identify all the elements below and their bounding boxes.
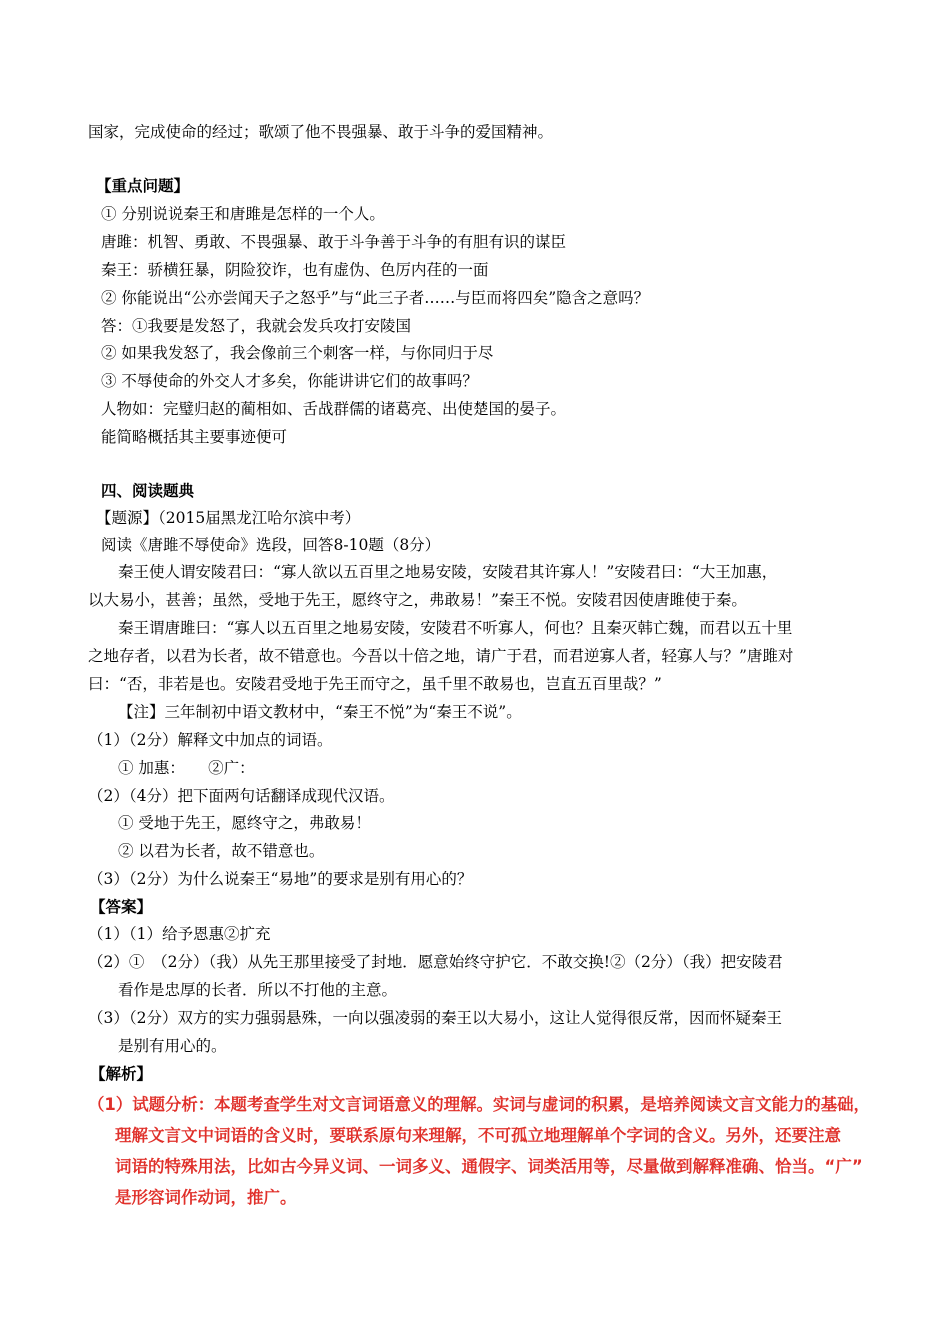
- source-line: 【题源】（2015届黑龙江哈尔滨中考）: [96, 509, 361, 527]
- question-line: （3）（2分）为什么说秦王“易地”的要求是别有用心的？: [88, 870, 473, 888]
- answer-line: 秦王：骄横狂暴，阴险狡诈，也有虚伪、色厉内荏的一面: [101, 261, 489, 279]
- answer-line: 是别有用心的。: [118, 1037, 227, 1055]
- note-line: 【注】三年制初中语文教材中，“秦王不悦”为“秦王不说”。: [118, 703, 522, 721]
- answer-line: 看作是忠厚的长者．所以不打他的主意。: [118, 981, 398, 999]
- analysis-line: （1）试题分析：本题考查学生对文言词语意义的理解。实词与虚词的积累，是培养阅读文言文能力的基础，: [88, 1095, 870, 1114]
- analysis-heading: 【解析】: [90, 1064, 153, 1083]
- analysis-line: 理解文言文中词语的含义时，要联系原句来理解，不可孤立地理解单个字词的含义。另外，还要注意: [115, 1126, 841, 1145]
- analysis-line: 词语的特殊用法，比如古今异义词、一词多义、通假字、词类活用等，尽量做到解释准确、恰当。“广”: [115, 1157, 863, 1176]
- passage-line: 之地存者，以君为长者，故不错意也。今吾以十倍之地，请广于君，而君逆寡人者，轻寡人与？”唐雎对: [88, 647, 794, 665]
- passage-line: 以大易小，甚善；虽然，受地于先王，愿终守之，弗敢易！”秦王不悦。安陵君因使唐雎使于秦。: [88, 591, 747, 609]
- question-line: （1）（2分）解释文中加点的词语。: [88, 731, 333, 749]
- answer-line: （1）（1）给予恩惠②扩充: [88, 925, 271, 943]
- question-line: ③ 不辱使命的外交人才多矣，你能讲讲它们的故事吗？: [101, 372, 478, 390]
- answer-line: ② 如果我发怒了，我会像前三个刺客一样，与你同归于尽: [101, 344, 494, 362]
- answer-line: 唐雎：机智、勇敢、不畏强暴、敢于斗争善于斗争的有胆有识的谋臣: [101, 233, 567, 251]
- question-subitem: ② 以君为长者，故不错意也。: [118, 842, 325, 860]
- passage-line: 秦王谓唐雎曰：“寡人以五百里之地易安陵，安陵君不听寡人，何也？且秦灭韩亡魏，而君以五十里: [118, 619, 793, 637]
- answer-line: 人物如：完璧归赵的蔺相如、舌战群儒的诸葛亮、出使楚国的晏子。: [101, 400, 567, 418]
- question-line: ① 分别说说秦王和唐雎是怎样的一个人。: [101, 205, 385, 223]
- intro-summary-line: 国家，完成使命的经过；歌颂了他不畏强暴、敢于斗争的爱国精神。: [88, 123, 554, 141]
- question-line: （2）（4分）把下面两句话翻译成现代汉语。: [88, 787, 395, 805]
- question-subitem: ① 受地于先王，愿终守之，弗敢易！: [118, 814, 371, 832]
- answer-line: （3）（2分）双方的实力强弱悬殊，一向以强凌弱的秦王以大易小，这让人觉得很反常，因而怀疑秦王: [88, 1009, 782, 1027]
- question-line: ② 你能说出“公亦尝闻天子之怒乎”与“此三子者……与臣而将四矣”隐含之意吗？: [101, 289, 650, 307]
- answer-line: （2）① （2分）（我）从先王那里接受了封地．愿意始终守护它．不敢交换!②（2分）（我）把安陵君: [88, 953, 783, 971]
- question-subitem: ① 加惠： ②广：: [118, 759, 255, 777]
- answer-line: 答：①我要是发怒了，我就会发兵攻打安陵国: [101, 317, 412, 335]
- section-heading-reading: 四、阅读题典: [101, 481, 195, 500]
- section-heading-key-questions: 【重点问题】: [96, 176, 190, 195]
- analysis-line: 是形容词作动词，推广。: [115, 1188, 297, 1207]
- answer-line: 能简略概括其主要事迹便可: [101, 428, 288, 446]
- passage-line: 秦王使人谓安陵君曰：“寡人欲以五百里之地易安陵，安陵君其许寡人！”安陵君曰：“大王加惠，: [118, 563, 778, 581]
- passage-line: 曰：“否，非若是也。安陵君受地于先王而守之，虽千里不敢易也，岂直五百里哉？”: [88, 675, 662, 693]
- answer-heading: 【答案】: [90, 897, 153, 916]
- instruction-line: 阅读《唐雎不辱使命》选段，回答8-10题（8分）: [101, 536, 441, 554]
